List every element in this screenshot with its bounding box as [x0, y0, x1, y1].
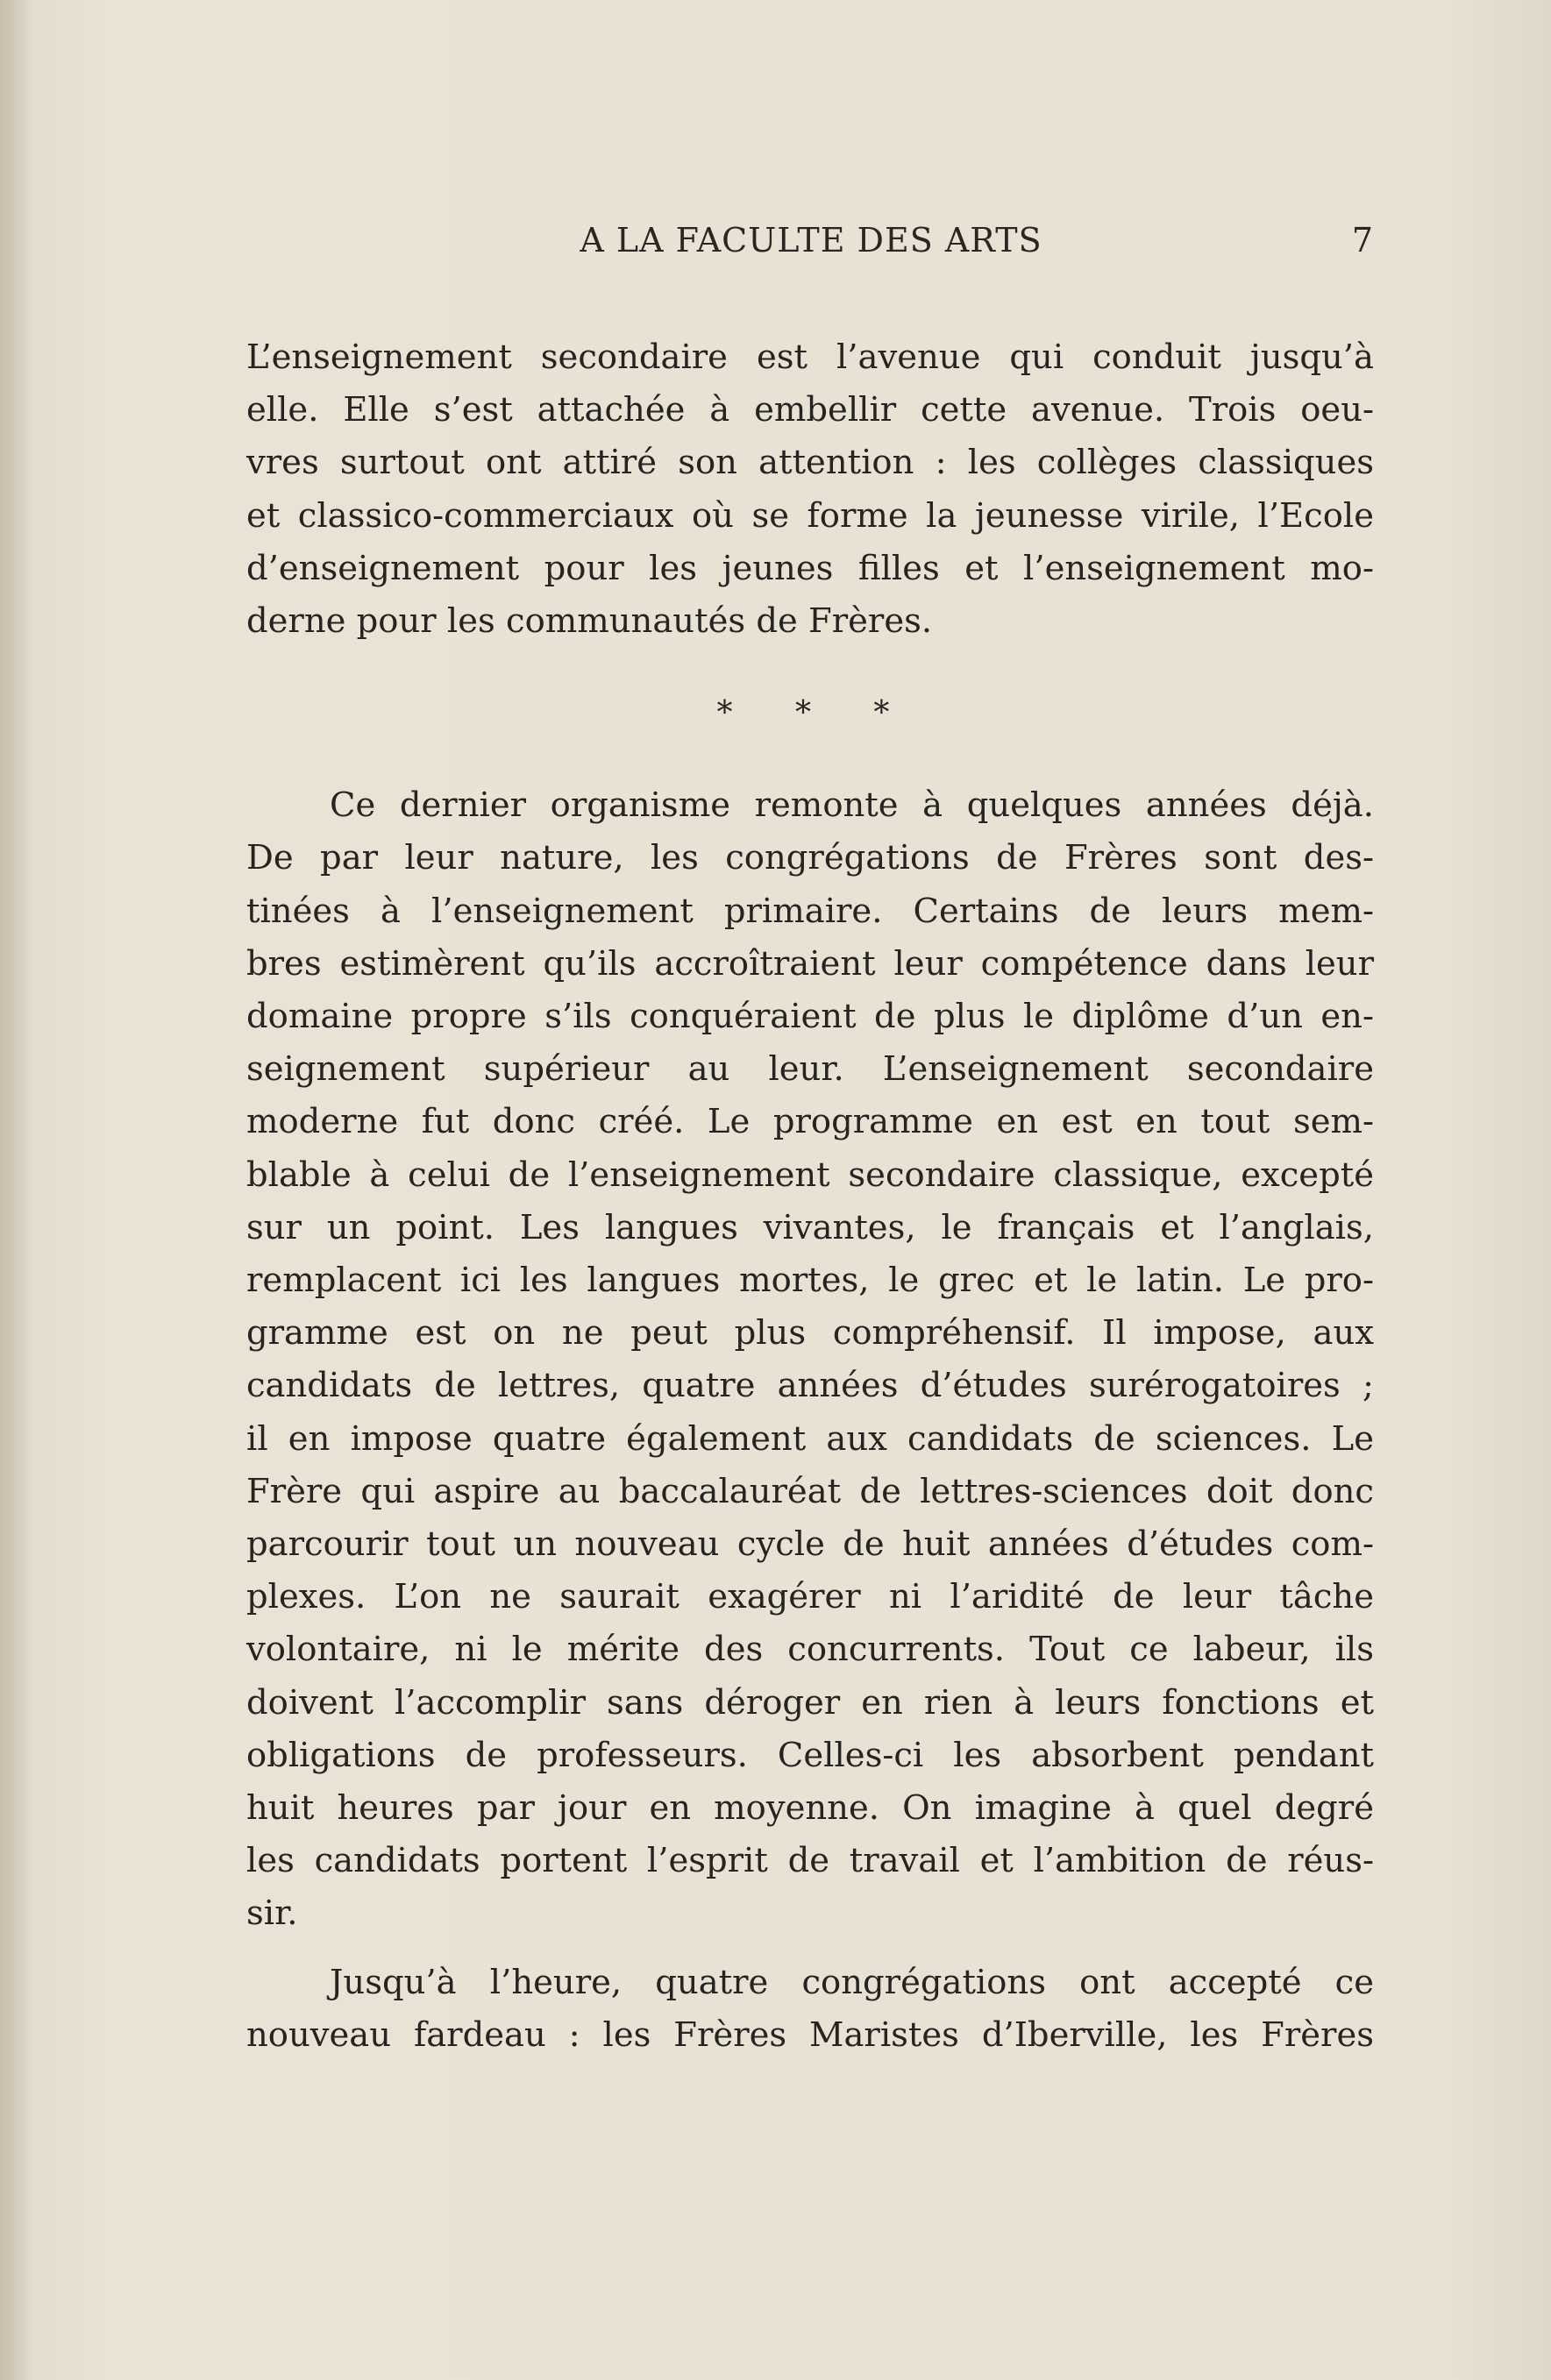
text-line: domaine propre s’ils conquéraient de plus le diplôme d’un en- [246, 997, 1374, 1037]
text-line: huit heures par jour en moyenne. On imagine à quel degré [246, 1788, 1374, 1829]
text-line: parcourir tout un nouveau cycle de huit années d’études com- [246, 1524, 1374, 1565]
text-line: elle. Elle s’est attachée à embellir cette avenue. Trois oeu- [246, 390, 1374, 430]
text-line: seignement supérieur au leur. L’enseignement secondaire [246, 1049, 1374, 1090]
paragraph-2 [246, 779, 1374, 1940]
text-line: L’enseignement secondaire est l’avenue qui conduit jusqu’à [246, 337, 1374, 377]
text-line: obligations de professeurs. Celles-ci les absorbent pendant [246, 1735, 1374, 1775]
text-line: Ce dernier organisme remonte à quelques années déjà. [330, 785, 1374, 826]
text-line: tinées à l’enseignement primaire. Certains de leurs mem- [246, 891, 1374, 931]
running-title: A LA FACULTE DES ARTS [580, 221, 1042, 259]
text-line: et classico-commerciaux où se forme la jeunesse virile, l’Ecole [246, 495, 1374, 536]
text-line: les candidats portent l’esprit de travail et l’ambition de réus- [246, 1841, 1374, 1881]
text-line: vres surtout ont attiré son attention : les collèges classiques [246, 443, 1374, 483]
text-line: plexes. L’on ne saurait exagérer ni l’aridité de leur tâche [246, 1577, 1374, 1617]
text-line: Frère qui aspire au baccalauréat de lettres-sciences doit donc [246, 1471, 1374, 1511]
body-text [246, 331, 1374, 2062]
text-line: remplacent ici les langues mortes, le grec et le latin. Le pro- [246, 1261, 1374, 1301]
binding-shadow [0, 0, 30, 2380]
paragraph-1 [246, 331, 1374, 648]
text-line: volontaire, ni le mérite des concurrents. Tout ce labeur, ils [246, 1630, 1374, 1670]
text-line: Jusqu’à l’heure, quatre congrégations ont accepté ce [330, 1962, 1374, 2002]
text-line: sur un point. Les langues vivantes, le français et l’anglais, [246, 1207, 1374, 1247]
text-line: il en impose quatre également aux candidats de sciences. Le [246, 1418, 1374, 1459]
section-separator: * * * [716, 695, 916, 732]
text-line: candidats de lettres, quatre années d’études surérogatoires ; [246, 1366, 1374, 1406]
paragraph-3 [246, 1957, 1374, 2062]
text-line: blable à celui de l’enseignement secondaire classique, excepté [246, 1154, 1374, 1195]
text-line: d’enseignement pour les jeunes filles et l’enseignement mo- [246, 548, 1374, 588]
text-line: sir. [246, 1893, 298, 1934]
page-header [248, 221, 1374, 277]
text-line: De par leur nature, les congrégations de Frères sont des- [246, 838, 1374, 878]
text-line: bres estimèrent qu’ils accroîtraient leur compétence dans leur [246, 943, 1374, 984]
paragraph-gap [246, 1941, 1374, 1957]
text-line: moderne fut donc créé. Le programme en est en tout sem- [246, 1102, 1374, 1142]
text-line: nouveau fardeau : les Frères Maristes d’Iberville, les Frères [246, 2014, 1374, 2055]
text-line: doivent l’accomplir sans déroger en rien à leurs fonctions et [246, 1682, 1374, 1723]
text-line: derne pour les communautés de Frères. [246, 601, 933, 642]
text-line: gramme est on ne peut plus compréhensif. Il impose, aux [246, 1313, 1374, 1353]
page-number: 7 [1351, 221, 1374, 259]
